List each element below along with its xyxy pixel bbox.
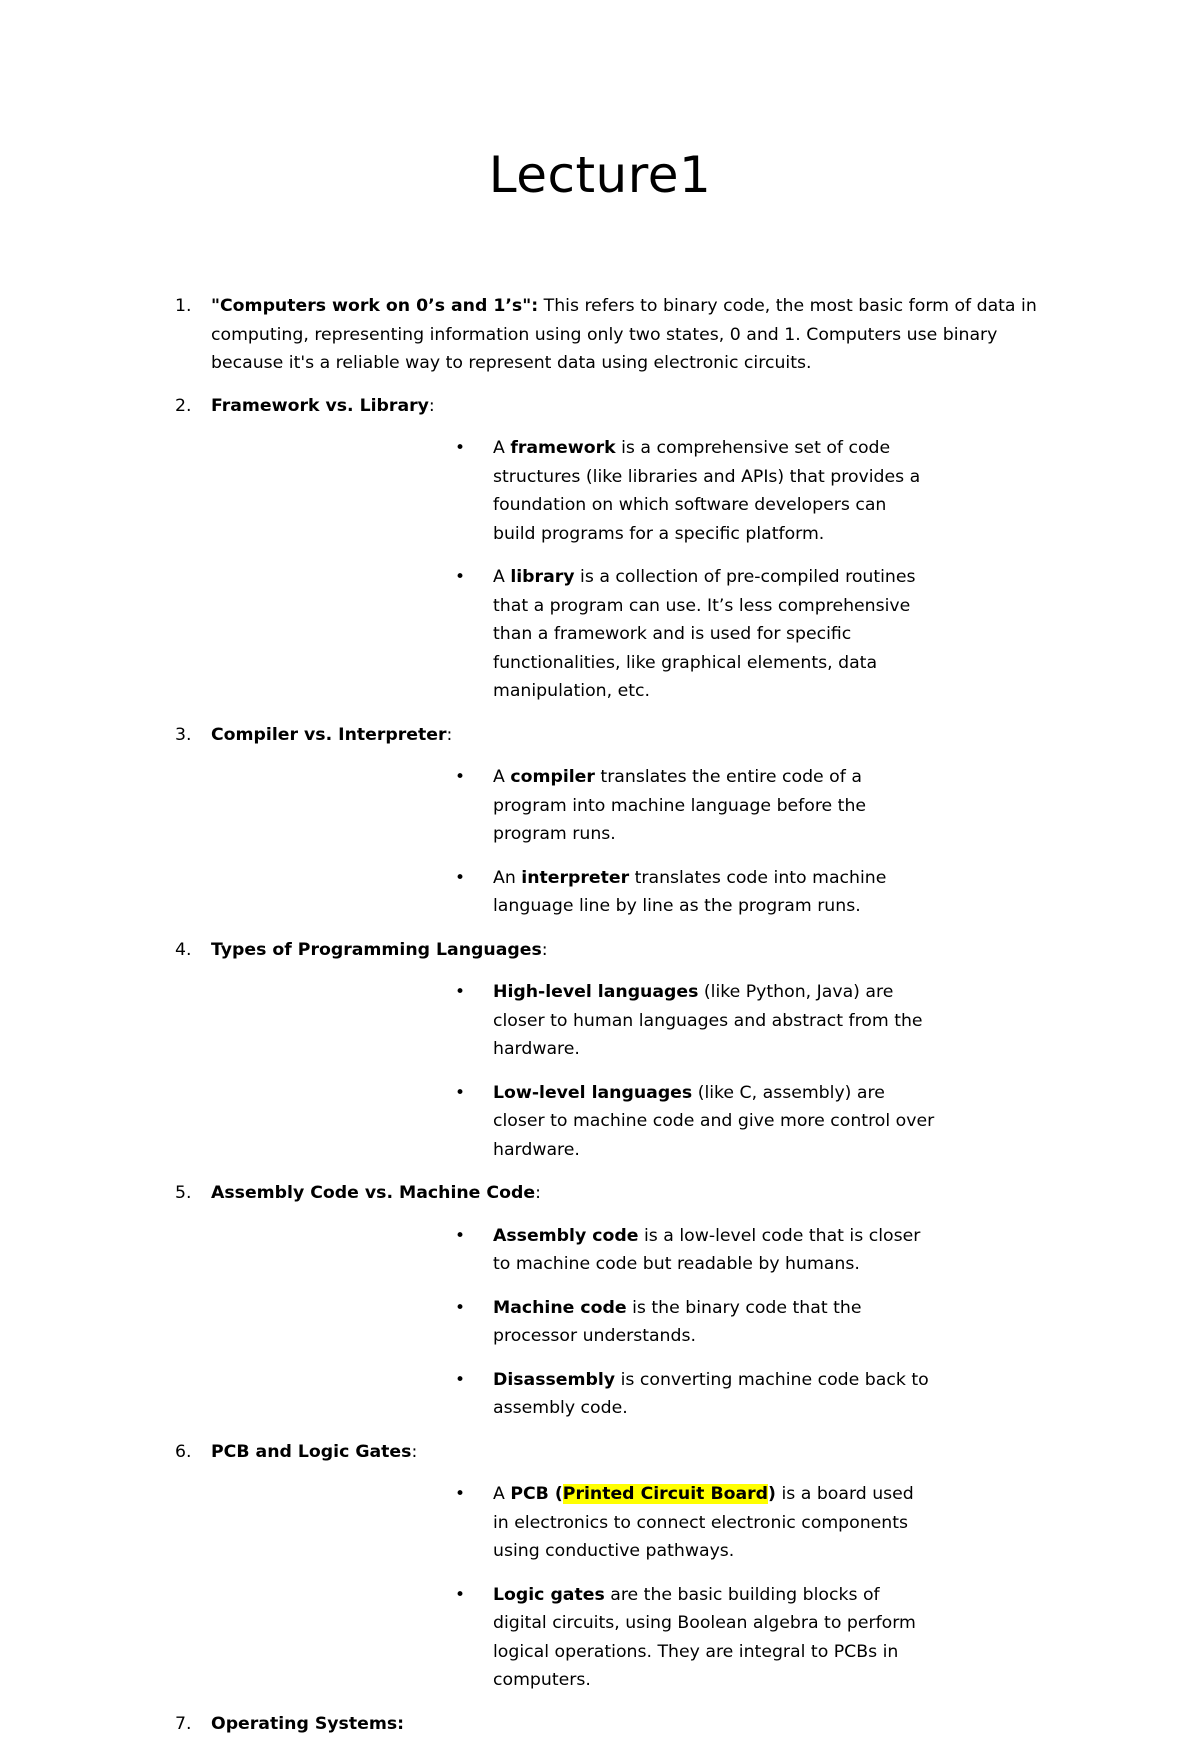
list-item [0,1179,1200,1423]
bullet-term: compiler [510,767,595,787]
list-item [0,1710,1200,1739]
bullet-item [211,1294,1070,1351]
bullet-term: Assembly code [493,1225,639,1246]
numbered-list [0,292,1200,1752]
bullet-term: Machine code [493,1297,627,1318]
heading-colon: : [411,1441,418,1462]
bullet-item [211,864,1070,921]
item-heading: Operating Systems [211,1713,398,1734]
item-text: This refers to binary code, the most basic form of data in computing, representing information using only two states, 0 and 1. Computers use binary because it's a reliable way to represent data using electronic circuits. [211,296,1037,373]
heading-colon: : [397,1713,405,1734]
bullet-item [211,434,1070,548]
bullet-text: is a low-level code that is closer to machine code but readable by humans. [493,1225,921,1274]
bullet-list [211,763,1070,921]
paren-open: ( [548,1484,563,1504]
bullet-list [211,434,1070,706]
bullet-icon: • [455,1297,466,1318]
bullet-item [211,763,1070,849]
list-item [0,292,1200,378]
item-heading: Compiler vs. Interpreter [211,724,447,745]
bullet-text: is a comprehensive set of code structures (like libraries and APIs) that provides a foundation on which software developers can build programs for a specific platform. [493,438,921,544]
bullet-text: is a collection of pre-compiled routines that a program can use. It’s less comprehensive than a framework and is used for specific functionalities, like graphical elements, data manipulation, etc. [493,567,916,701]
bullet-term: Low-level languages [493,1082,693,1103]
bullet-list [211,1480,1070,1695]
item-heading: PCB and Logic Gates [211,1441,412,1462]
heading-colon: : [541,939,548,960]
list-item [0,1438,1200,1695]
bullet-term: framework [510,438,616,458]
bullet-pre: A [493,767,511,787]
heading-colon: : [535,1183,541,1203]
bullet-term: High-level languages [493,982,699,1002]
bullet-item [211,1366,1070,1423]
bullet-list [211,1222,1070,1423]
bullet-pre: An [493,867,522,888]
bullet-term: Logic gates [493,1584,605,1605]
bullet-icon: • [455,867,466,888]
bullet-icon: • [455,1369,466,1390]
list-item [0,721,1200,921]
bullet-icon: • [455,767,466,787]
paren-close: ) [768,1484,776,1504]
bullet-item [211,563,1070,706]
item-heading: "Computers work on 0’s and 1’s" [211,296,532,316]
bullet-term: interpreter [521,867,630,888]
bullet-term: library [510,567,575,587]
list-number: 2. [175,395,192,416]
bullet-text: (like C, assembly) are closer to machine code and give more control over hardware. [493,1082,935,1160]
bullet-icon: • [455,1225,466,1246]
bullet-icon: • [455,1082,466,1103]
bullet-item [211,978,1070,1064]
bullet-text: is a board used in electronics to connect electronic components using conductive pathways. [493,1484,914,1561]
bullet-icon: • [455,982,466,1002]
highlighted-term: Printed Circuit Board [562,1484,769,1504]
bullet-text: are the basic building blocks of digital circuits, using Boolean algebra to perform logical operations. They are integral to PCBs in computers. [493,1584,916,1690]
bullet-item [211,1222,1070,1279]
list-number: 5. [175,1183,192,1203]
bullet-term: Disassembly [493,1369,616,1390]
heading-colon: : [428,395,435,416]
bullet-icon: • [455,567,466,587]
bullet-pre: A [493,567,511,587]
heading-colon: : [531,296,539,316]
item-heading: Assembly Code vs. Machine Code [211,1183,536,1203]
bullet-icon: • [455,1584,466,1605]
list-item [0,392,1200,706]
list-number: 6. [175,1441,192,1462]
bullet-list [211,978,1070,1164]
heading-colon: : [446,724,453,745]
bullet-text: translates code into machine language line by line as the program runs. [493,867,887,916]
list-number: 4. [175,939,192,960]
bullet-item [211,1581,1070,1695]
bullet-pre: A [493,438,511,458]
bullet-icon: • [455,438,466,458]
list-item [0,936,1200,1165]
page-title: Lecture1 [488,146,712,204]
bullet-text: is converting machine code back to assembly code. [493,1369,929,1418]
bullet-icon: • [455,1484,466,1504]
list-number: 7. [175,1713,192,1734]
list-number: 3. [175,724,192,745]
bullet-pre: A [493,1484,511,1504]
bullet-item [211,1079,1070,1165]
item-heading: Types of Programming Languages [211,939,542,960]
bullet-term: PCB [510,1484,549,1504]
bullet-text: (like Python, Java) are closer to human languages and abstract from the hardware. [493,982,923,1059]
bullet-text: translates the entire code of a program into machine language before the program runs. [493,767,867,844]
item-heading: Framework vs. Library [211,395,429,416]
bullet-text: is the binary code that the processor understands. [493,1297,862,1346]
list-number: 1. [175,296,192,316]
